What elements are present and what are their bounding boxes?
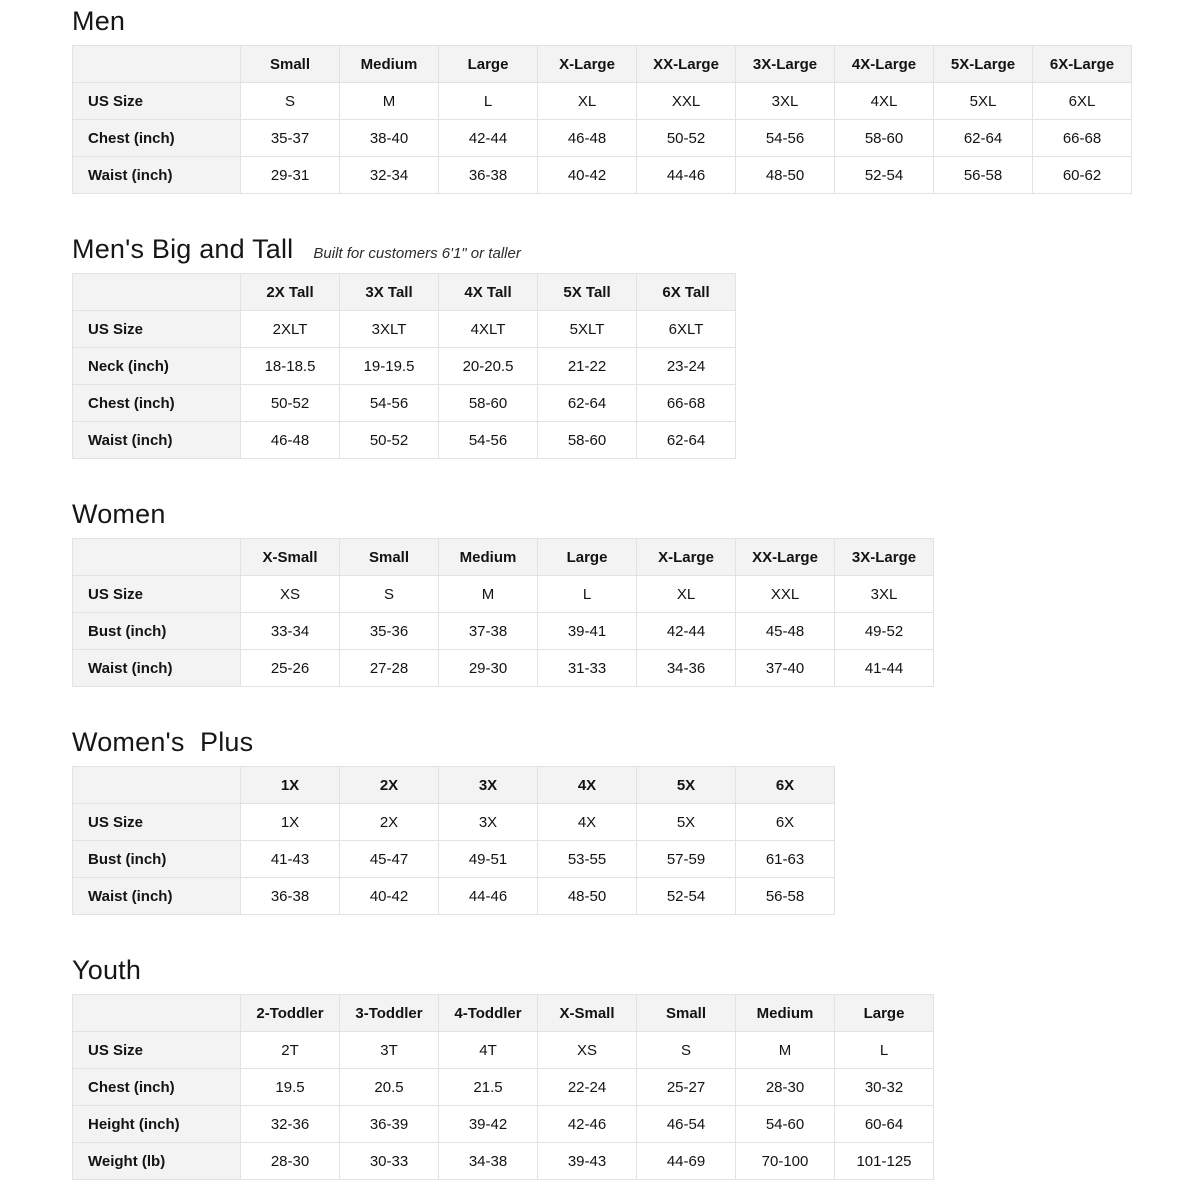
column-header-5x-tall: 5X Tall bbox=[538, 274, 637, 311]
row-label-neck-inch: Neck (inch) bbox=[73, 348, 241, 385]
table-row-waist-inch bbox=[73, 422, 736, 459]
size-cell: 54-56 bbox=[340, 385, 439, 422]
column-header-medium: Medium bbox=[340, 46, 439, 83]
section-youth bbox=[72, 955, 1134, 1180]
column-header-small: Small bbox=[241, 46, 340, 83]
size-cell: 36-38 bbox=[241, 878, 340, 915]
size-cell: XS bbox=[241, 576, 340, 613]
column-header-2x: 2X bbox=[340, 767, 439, 804]
row-label-us-size: US Size bbox=[73, 804, 241, 841]
size-cell: 36-39 bbox=[340, 1106, 439, 1143]
column-header-row bbox=[73, 274, 736, 311]
size-cell: 3XLT bbox=[340, 311, 439, 348]
size-cell: 58-60 bbox=[835, 120, 934, 157]
column-header-medium: Medium bbox=[439, 539, 538, 576]
size-cell: 62-64 bbox=[538, 385, 637, 422]
row-label-us-size: US Size bbox=[73, 1032, 241, 1069]
size-cell: 21-22 bbox=[538, 348, 637, 385]
size-cell: 50-52 bbox=[637, 120, 736, 157]
column-header-x-small: X-Small bbox=[241, 539, 340, 576]
size-cell: 32-34 bbox=[340, 157, 439, 194]
size-cell: 39-42 bbox=[439, 1106, 538, 1143]
size-cell: XL bbox=[538, 83, 637, 120]
size-cell: 46-54 bbox=[637, 1106, 736, 1143]
size-cell: 2X bbox=[340, 804, 439, 841]
column-header-large: Large bbox=[538, 539, 637, 576]
column-header-3x-large: 3X-Large bbox=[736, 46, 835, 83]
size-cell: 30-32 bbox=[835, 1069, 934, 1106]
size-cell: 45-48 bbox=[736, 613, 835, 650]
section-mens-big-and-tall bbox=[72, 234, 1134, 459]
size-cell: 35-37 bbox=[241, 120, 340, 157]
size-cell: 42-44 bbox=[439, 120, 538, 157]
column-header-small: Small bbox=[637, 995, 736, 1032]
column-header-row bbox=[73, 46, 1132, 83]
size-cell: 37-40 bbox=[736, 650, 835, 687]
size-cell: 4XL bbox=[835, 83, 934, 120]
size-cell: L bbox=[538, 576, 637, 613]
table-row-chest-inch bbox=[73, 120, 1132, 157]
size-cell: 36-38 bbox=[439, 157, 538, 194]
size-cell: 6X bbox=[736, 804, 835, 841]
row-label-bust-inch: Bust (inch) bbox=[73, 841, 241, 878]
size-cell: 66-68 bbox=[1033, 120, 1132, 157]
column-header-3x-tall: 3X Tall bbox=[340, 274, 439, 311]
size-cell: 22-24 bbox=[538, 1069, 637, 1106]
table-row-us-size bbox=[73, 804, 835, 841]
size-cell: 28-30 bbox=[736, 1069, 835, 1106]
column-header-xx-large: XX-Large bbox=[736, 539, 835, 576]
size-cell: 5XL bbox=[934, 83, 1033, 120]
column-header-large: Large bbox=[835, 995, 934, 1032]
size-cell: 48-50 bbox=[736, 157, 835, 194]
column-header-2-toddler: 2-Toddler bbox=[241, 995, 340, 1032]
table-row-bust-inch bbox=[73, 613, 934, 650]
size-cell: 3XL bbox=[835, 576, 934, 613]
size-cell: 54-60 bbox=[736, 1106, 835, 1143]
table-row-us-size bbox=[73, 311, 736, 348]
table-row-us-size bbox=[73, 1032, 934, 1069]
column-header-6x-tall: 6X Tall bbox=[637, 274, 736, 311]
size-cell: 38-40 bbox=[340, 120, 439, 157]
size-cell: 25-27 bbox=[637, 1069, 736, 1106]
size-cell: 34-36 bbox=[637, 650, 736, 687]
corner-cell bbox=[73, 46, 241, 83]
size-cell: M bbox=[736, 1032, 835, 1069]
size-cell: 45-47 bbox=[340, 841, 439, 878]
corner-cell bbox=[73, 539, 241, 576]
column-header-3x-large: 3X-Large bbox=[835, 539, 934, 576]
section-title-youth: Youth bbox=[72, 955, 142, 985]
row-label-height-inch: Height (inch) bbox=[73, 1106, 241, 1143]
column-header-2x-tall: 2X Tall bbox=[241, 274, 340, 311]
size-table-men bbox=[72, 45, 1132, 194]
size-cell: 19.5 bbox=[241, 1069, 340, 1106]
size-table-youth bbox=[72, 994, 934, 1180]
section-title-womens-plus: Women's Plus bbox=[72, 727, 254, 757]
size-cell: S bbox=[241, 83, 340, 120]
size-cell: XL bbox=[637, 576, 736, 613]
corner-cell bbox=[73, 767, 241, 804]
table-row-waist-inch bbox=[73, 157, 1132, 194]
section-womens-plus-title-row bbox=[72, 727, 1134, 757]
row-label-us-size: US Size bbox=[73, 83, 241, 120]
size-cell: 18-18.5 bbox=[241, 348, 340, 385]
size-cell: 58-60 bbox=[538, 422, 637, 459]
column-header-row bbox=[73, 767, 835, 804]
size-cell: S bbox=[340, 576, 439, 613]
table-row-chest-inch bbox=[73, 1069, 934, 1106]
size-cell: 46-48 bbox=[241, 422, 340, 459]
size-cell: 66-68 bbox=[637, 385, 736, 422]
size-cell: 21.5 bbox=[439, 1069, 538, 1106]
table-row-neck-inch bbox=[73, 348, 736, 385]
size-cell: 39-41 bbox=[538, 613, 637, 650]
column-header-5x: 5X bbox=[637, 767, 736, 804]
row-label-waist-inch: Waist (inch) bbox=[73, 157, 241, 194]
size-cell: 52-54 bbox=[637, 878, 736, 915]
size-cell: 33-34 bbox=[241, 613, 340, 650]
section-mens-big-and-tall-title-row bbox=[72, 234, 1134, 264]
size-cell: 56-58 bbox=[736, 878, 835, 915]
row-label-weight-lb: Weight (lb) bbox=[73, 1143, 241, 1180]
row-label-us-size: US Size bbox=[73, 576, 241, 613]
section-subtitle-mens-big-and-tall: Built for customers 6'1" or taller bbox=[313, 245, 521, 262]
table-row-us-size bbox=[73, 576, 934, 613]
column-header-small: Small bbox=[340, 539, 439, 576]
column-header-4x-large: 4X-Large bbox=[835, 46, 934, 83]
size-cell: 40-42 bbox=[538, 157, 637, 194]
size-cell: 30-33 bbox=[340, 1143, 439, 1180]
column-header-x-small: X-Small bbox=[538, 995, 637, 1032]
section-women bbox=[72, 499, 1134, 687]
row-label-waist-inch: Waist (inch) bbox=[73, 422, 241, 459]
section-women-title-row bbox=[72, 499, 1134, 529]
table-row-weight-lb bbox=[73, 1143, 934, 1180]
size-cell: 6XLT bbox=[637, 311, 736, 348]
size-table-women bbox=[72, 538, 934, 687]
size-cell: 6XL bbox=[1033, 83, 1132, 120]
size-cell: 44-46 bbox=[637, 157, 736, 194]
size-cell: 5X bbox=[637, 804, 736, 841]
table-row-chest-inch bbox=[73, 385, 736, 422]
size-cell: 42-44 bbox=[637, 613, 736, 650]
column-header-1x: 1X bbox=[241, 767, 340, 804]
size-cell: 44-69 bbox=[637, 1143, 736, 1180]
size-cell: 3XL bbox=[736, 83, 835, 120]
column-header-4x-tall: 4X Tall bbox=[439, 274, 538, 311]
column-header-4x: 4X bbox=[538, 767, 637, 804]
size-cell: 31-33 bbox=[538, 650, 637, 687]
column-header-6x: 6X bbox=[736, 767, 835, 804]
size-cell: 41-43 bbox=[241, 841, 340, 878]
section-title-women: Women bbox=[72, 499, 166, 529]
size-cell: 28-30 bbox=[241, 1143, 340, 1180]
size-cell: 27-28 bbox=[340, 650, 439, 687]
column-header-6x-large: 6X-Large bbox=[1033, 46, 1132, 83]
column-header-row bbox=[73, 539, 934, 576]
size-cell: 4XLT bbox=[439, 311, 538, 348]
size-cell: 29-31 bbox=[241, 157, 340, 194]
size-cell: 60-64 bbox=[835, 1106, 934, 1143]
size-cell: L bbox=[439, 83, 538, 120]
row-label-chest-inch: Chest (inch) bbox=[73, 385, 241, 422]
column-header-large: Large bbox=[439, 46, 538, 83]
size-cell: 5XLT bbox=[538, 311, 637, 348]
section-title-men: Men bbox=[72, 6, 126, 36]
row-label-waist-inch: Waist (inch) bbox=[73, 878, 241, 915]
size-cell: 60-62 bbox=[1033, 157, 1132, 194]
size-cell: 50-52 bbox=[241, 385, 340, 422]
size-cell: 56-58 bbox=[934, 157, 1033, 194]
size-cell: 49-51 bbox=[439, 841, 538, 878]
size-cell: 62-64 bbox=[934, 120, 1033, 157]
size-cell: 48-50 bbox=[538, 878, 637, 915]
row-label-chest-inch: Chest (inch) bbox=[73, 1069, 241, 1106]
size-cell: 52-54 bbox=[835, 157, 934, 194]
size-table-womens-plus bbox=[72, 766, 835, 915]
size-cell: 34-38 bbox=[439, 1143, 538, 1180]
size-cell: 3X bbox=[439, 804, 538, 841]
size-cell: M bbox=[439, 576, 538, 613]
section-youth-title-row bbox=[72, 955, 1134, 985]
section-men-title-row bbox=[72, 6, 1134, 36]
size-cell: 1X bbox=[241, 804, 340, 841]
size-cell: 32-36 bbox=[241, 1106, 340, 1143]
size-cell: 23-24 bbox=[637, 348, 736, 385]
column-header-x-large: X-Large bbox=[637, 539, 736, 576]
size-cell: L bbox=[835, 1032, 934, 1069]
row-label-waist-inch: Waist (inch) bbox=[73, 650, 241, 687]
row-label-chest-inch: Chest (inch) bbox=[73, 120, 241, 157]
table-row-us-size bbox=[73, 83, 1132, 120]
size-cell: S bbox=[637, 1032, 736, 1069]
size-cell: 25-26 bbox=[241, 650, 340, 687]
size-cell: M bbox=[340, 83, 439, 120]
row-label-bust-inch: Bust (inch) bbox=[73, 613, 241, 650]
size-table-mens-big-and-tall bbox=[72, 273, 736, 459]
column-header-3x: 3X bbox=[439, 767, 538, 804]
size-cell: 50-52 bbox=[340, 422, 439, 459]
column-header-5x-large: 5X-Large bbox=[934, 46, 1033, 83]
corner-cell bbox=[73, 274, 241, 311]
size-cell: 61-63 bbox=[736, 841, 835, 878]
table-row-height-inch bbox=[73, 1106, 934, 1143]
column-header-x-large: X-Large bbox=[538, 46, 637, 83]
section-womens-plus bbox=[72, 727, 1134, 915]
size-cell: 2T bbox=[241, 1032, 340, 1069]
column-header-medium: Medium bbox=[736, 995, 835, 1032]
table-row-bust-inch bbox=[73, 841, 835, 878]
column-header-3-toddler: 3-Toddler bbox=[340, 995, 439, 1032]
row-label-us-size: US Size bbox=[73, 311, 241, 348]
size-cell: 54-56 bbox=[439, 422, 538, 459]
corner-cell bbox=[73, 995, 241, 1032]
size-cell: 37-38 bbox=[439, 613, 538, 650]
size-cell: 49-52 bbox=[835, 613, 934, 650]
size-cell: 2XLT bbox=[241, 311, 340, 348]
size-cell: 70-100 bbox=[736, 1143, 835, 1180]
size-cell: 62-64 bbox=[637, 422, 736, 459]
size-cell: 20-20.5 bbox=[439, 348, 538, 385]
size-cell: 39-43 bbox=[538, 1143, 637, 1180]
size-cell: 19-19.5 bbox=[340, 348, 439, 385]
column-header-row bbox=[73, 995, 934, 1032]
size-cell: 40-42 bbox=[340, 878, 439, 915]
size-cell: 4T bbox=[439, 1032, 538, 1069]
size-cell: 35-36 bbox=[340, 613, 439, 650]
size-cell: 101-125 bbox=[835, 1143, 934, 1180]
column-header-4-toddler: 4-Toddler bbox=[439, 995, 538, 1032]
size-cell: 41-44 bbox=[835, 650, 934, 687]
size-cell: 3T bbox=[340, 1032, 439, 1069]
size-cell: 4X bbox=[538, 804, 637, 841]
table-row-waist-inch bbox=[73, 878, 835, 915]
size-cell: 20.5 bbox=[340, 1069, 439, 1106]
section-title-mens-big-and-tall: Men's Big and Tall bbox=[72, 234, 294, 264]
size-cell: XXL bbox=[637, 83, 736, 120]
size-cell: 29-30 bbox=[439, 650, 538, 687]
size-cell: 58-60 bbox=[439, 385, 538, 422]
size-cell: 54-56 bbox=[736, 120, 835, 157]
table-row-waist-inch bbox=[73, 650, 934, 687]
size-cell: 53-55 bbox=[538, 841, 637, 878]
size-cell: 46-48 bbox=[538, 120, 637, 157]
section-men bbox=[72, 6, 1134, 194]
size-cell: XXL bbox=[736, 576, 835, 613]
size-cell: XS bbox=[538, 1032, 637, 1069]
size-cell: 42-46 bbox=[538, 1106, 637, 1143]
size-cell: 57-59 bbox=[637, 841, 736, 878]
size-cell: 44-46 bbox=[439, 878, 538, 915]
column-header-xx-large: XX-Large bbox=[637, 46, 736, 83]
